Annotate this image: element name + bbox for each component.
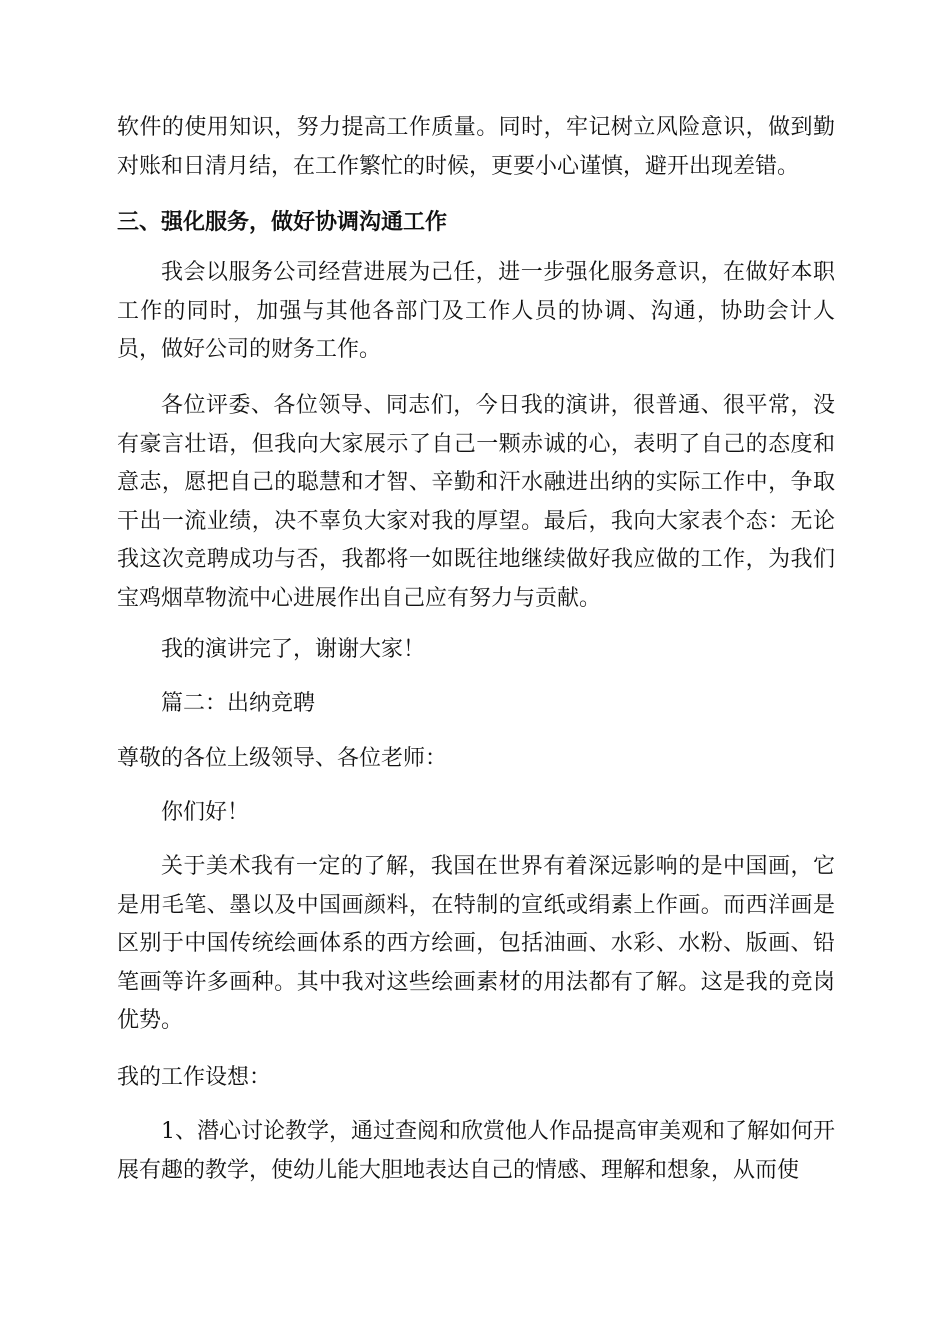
paragraph-service: 我会以服务公司经营进展为己任，进一步强化服务意识，在做好本职工作的同时，加强与其他各部门及工作人员的协调、沟通，协助会计人员，做好公司的财务工作。 [117, 260, 835, 362]
greeting: 你们好！ [161, 800, 250, 825]
paragraph-thanks: 我的演讲完了，谢谢大家！ [161, 637, 426, 662]
paragraph-continued: 软件的使用知识，努力提高工作质量。同时，牢记树立风险意识，做到勤对账和日清月结，在工作繁忙的时候，更要小心谨慎，避开出现差错。 [117, 115, 835, 179]
work-plan-heading: 我的工作设想： [117, 1065, 272, 1090]
paragraph-art-knowledge: 关于美术我有一定的了解，我国在世界有着深远影响的是中国画，它是用毛笔、墨以及中国画颜料，在特制的宣纸或绢素上作画。而西洋画是区别于中国传统绘画体系的西方绘画，包括油画、水彩、水粉、版画、铅笔画等许多画种。其中我对这些绘画素材的用法都有了解。这是我的竞岗优势。 [117, 854, 835, 1033]
salutation: 尊敬的各位上级领导、各位老师： [117, 746, 448, 771]
section-title-part-two: 篇二：出纳竞聘 [161, 691, 316, 716]
paragraph-closing-remarks: 各位评委、各位领导、同志们，今日我的演讲，很普通、很平常，没有豪言壮语，但我向大家展示了自己一颗赤诚的心，表明了自己的态度和意志，愿把自己的聪慧和才智、辛勤和汗水融进出纳的实际工作中，争取干出一流业绩，决不辜负大家对我的厚望。最后，我向大家表个态：无论我这次竞聘成功与否，我都将一如既往地继续做好我应做的工作，为我们宝鸡烟草物流中心进展作出自己应有努力与贡献。 [117, 393, 835, 611]
work-plan-item-1: 1、潜心讨论教学，通过查阅和欣赏他人作品提高审美观和了解如何开展有趣的教学，使幼儿能大胆地表达自己的情感、理解和想象，从而使 [117, 1119, 835, 1183]
section-heading: 三、强化服务，做好协调沟通工作 [117, 209, 448, 235]
